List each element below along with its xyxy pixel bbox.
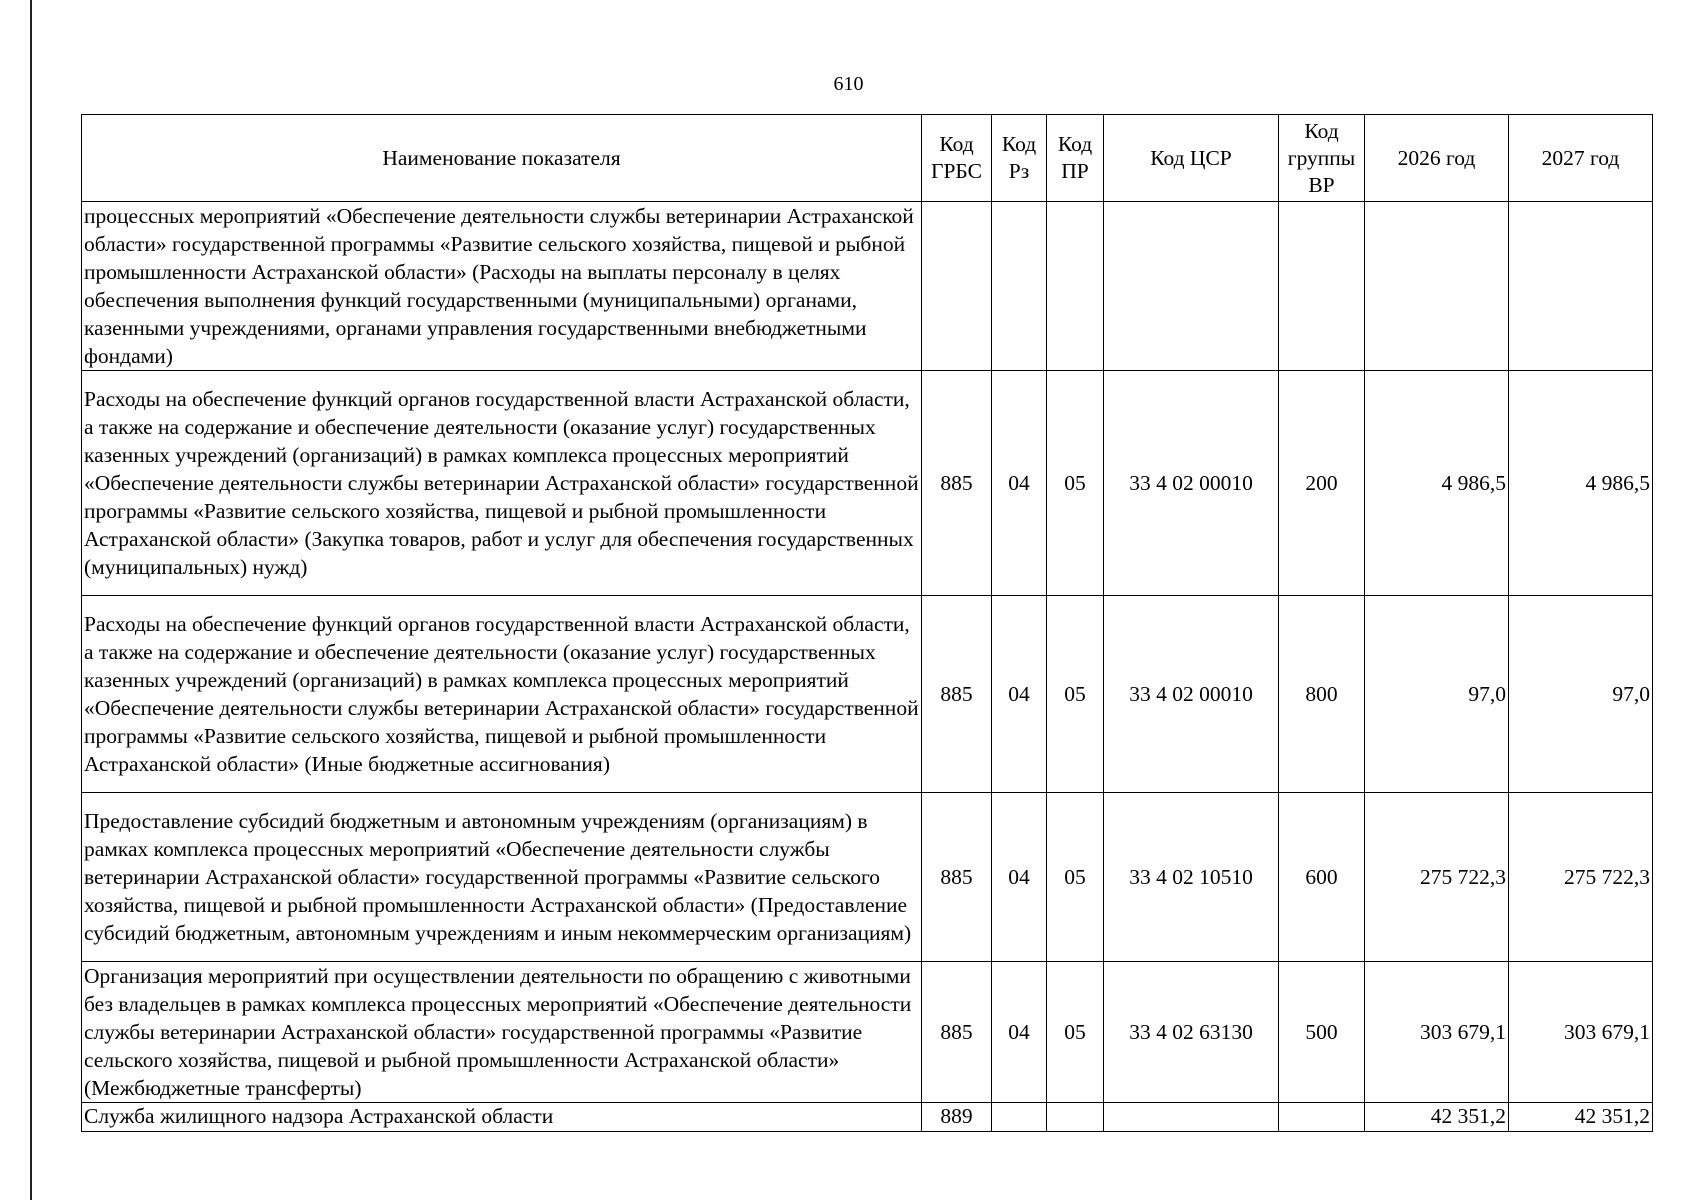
header-csr: Код ЦСР — [1104, 115, 1279, 202]
cell-pr: 05 — [1047, 596, 1104, 793]
cell-2027: 42 351,2 — [1509, 1103, 1653, 1132]
cell-grbs: 889 — [922, 1103, 992, 1132]
header-rz: Код Рз — [992, 115, 1047, 202]
cell-2026: 42 351,2 — [1365, 1103, 1509, 1132]
cell-csr: 33 4 02 63130 — [1104, 962, 1279, 1103]
cell-2026 — [1365, 202, 1509, 371]
cell-pr — [1047, 202, 1104, 371]
cell-name: Расходы на обеспечение функций органов государственной власти Астраханской области, а также на содержание и обеспечение деятельности (оказание услуг) государственных казенных учреждений (организаций) в рамках комплекса процессных мероприятий «Обеспечение деятельности службы ветеринарии Астраханской области» государственной программы «Развитие сельского хозяйства, пищевой и рыбной промышленности Астраханской области» (Иные бюджетные ассигнования) — [82, 596, 922, 793]
cell-2026: 4 986,5 — [1365, 371, 1509, 596]
header-pr: Код ПР — [1047, 115, 1104, 202]
cell-rz: 04 — [992, 596, 1047, 793]
cell-name: Служба жилищного надзора Астраханской области — [82, 1103, 922, 1132]
cell-pr: 05 — [1047, 371, 1104, 596]
cell-rz — [992, 202, 1047, 371]
header-name: Наименование показателя — [82, 115, 922, 202]
cell-2027: 4 986,5 — [1509, 371, 1653, 596]
cell-vr: 800 — [1279, 596, 1365, 793]
cell-csr — [1104, 1103, 1279, 1132]
page-margin-line — [30, 0, 32, 1200]
cell-pr — [1047, 1103, 1104, 1132]
header-grbs: Код ГРБС — [922, 115, 992, 202]
table-row — [82, 371, 1653, 596]
cell-2027: 97,0 — [1509, 596, 1653, 793]
cell-pr: 05 — [1047, 793, 1104, 962]
cell-name: Предоставление субсидий бюджетным и автономным учреждениям (организациям) в рамках комплекса процессных мероприятий «Обеспечение деятельности службы ветеринарии Астраханской области» государственной программы «Развитие сельского хозяйства, пищевой и рыбной промышленности Астраханской области» (Предоставление субсидий бюджетным, автономным учреждениям и иным некоммерческим организациям) — [82, 793, 922, 962]
cell-name: Расходы на обеспечение функций органов государственной власти Астраханской области, а также на содержание и обеспечение деятельности (оказание услуг) государственных казенных учреждений (организаций) в рамках комплекса процессных мероприятий «Обеспечение деятельности службы ветеринарии Астраханской области» государственной программы «Развитие сельского хозяйства, пищевой и рыбной промышленности Астраханской области» (Закупка товаров, работ и услуг для обеспечения государственных (муниципальных) нужд) — [82, 371, 922, 596]
cell-2027: 303 679,1 — [1509, 962, 1653, 1103]
cell-rz — [992, 1103, 1047, 1132]
cell-vr — [1279, 1103, 1365, 1132]
cell-name: Организация мероприятий при осуществлении деятельности по обращению с животными без владельцев в рамках комплекса процессных мероприятий «Обеспечение деятельности службы ветеринарии Астраханской области» государственной программы «Развитие сельского хозяйства, пищевой и рыбной промышленности Астраханской области» (Межбюджетные трансферты) — [82, 962, 922, 1103]
cell-grbs: 885 — [922, 596, 992, 793]
table-row — [82, 793, 1653, 962]
cell-csr: 33 4 02 10510 — [1104, 793, 1279, 962]
header-2026: 2026 год — [1365, 115, 1509, 202]
cell-2026: 275 722,3 — [1365, 793, 1509, 962]
cell-grbs: 885 — [922, 793, 992, 962]
table-header-row — [82, 115, 1653, 202]
cell-vr: 200 — [1279, 371, 1365, 596]
cell-csr — [1104, 202, 1279, 371]
cell-rz: 04 — [992, 371, 1047, 596]
page-number: 610 — [833, 73, 864, 95]
cell-grbs: 885 — [922, 962, 992, 1103]
cell-rz: 04 — [992, 962, 1047, 1103]
cell-grbs — [922, 202, 992, 371]
table-row — [82, 596, 1653, 793]
header-2027: 2027 год — [1509, 115, 1653, 202]
cell-vr: 600 — [1279, 793, 1365, 962]
budget-table — [81, 114, 1653, 1132]
table-row — [82, 962, 1653, 1103]
cell-rz: 04 — [992, 793, 1047, 962]
cell-grbs: 885 — [922, 371, 992, 596]
cell-2026: 97,0 — [1365, 596, 1509, 793]
table-row — [82, 1103, 1653, 1132]
cell-vr: 500 — [1279, 962, 1365, 1103]
cell-2026: 303 679,1 — [1365, 962, 1509, 1103]
cell-2027: 275 722,3 — [1509, 793, 1653, 962]
table-row — [82, 202, 1653, 371]
cell-csr: 33 4 02 00010 — [1104, 596, 1279, 793]
cell-2027 — [1509, 202, 1653, 371]
cell-vr — [1279, 202, 1365, 371]
header-vr: Код группы ВР — [1279, 115, 1365, 202]
cell-pr: 05 — [1047, 962, 1104, 1103]
cell-csr: 33 4 02 00010 — [1104, 371, 1279, 596]
cell-name: процессных мероприятий «Обеспечение деятельности службы ветеринарии Астраханской области» государственной программы «Развитие сельского хозяйства, пищевой и рыбной промышленности Астраханской области» (Расходы на выплаты персоналу в целях обеспечения выполнения функций государственными (муниципальными) органами, казенными учреждениями, органами управления государственными внебюджетными фондами) — [82, 202, 922, 371]
